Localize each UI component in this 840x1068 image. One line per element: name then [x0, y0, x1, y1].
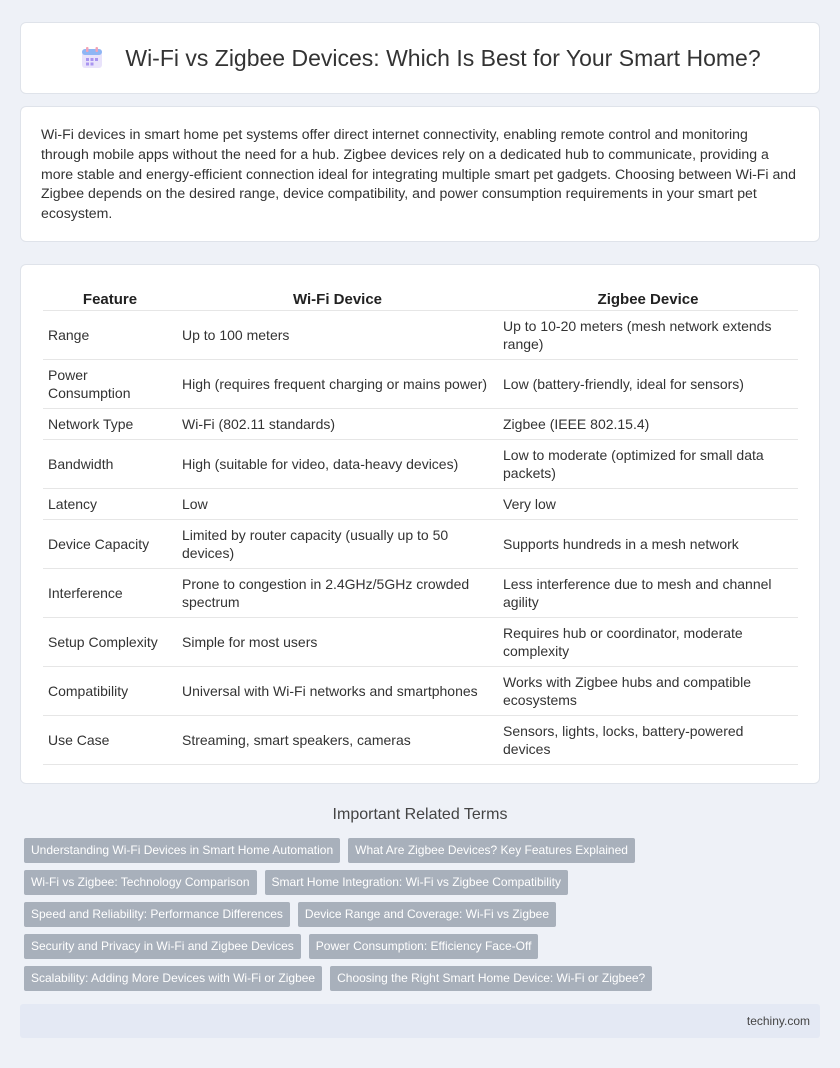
table-row	[43, 310, 798, 359]
header-zigbee: Zigbee Device	[498, 285, 798, 310]
table-row	[43, 408, 798, 439]
table-row	[43, 359, 798, 408]
table-cell: Low	[177, 488, 498, 519]
table-row	[43, 666, 798, 715]
table-cell: High (suitable for video, data-heavy devices)	[177, 439, 498, 488]
related-tag[interactable]: Scalability: Adding More Devices with Wi-Fi or Zigbee	[24, 966, 322, 991]
table-cell: Range	[43, 310, 177, 359]
table-cell: Sensors, lights, locks, battery-powered devices	[498, 715, 798, 764]
table-row	[43, 617, 798, 666]
comparison-table-card	[20, 264, 820, 784]
table-cell: Supports hundreds in a mesh network	[498, 519, 798, 568]
related-tag[interactable]: Understanding Wi-Fi Devices in Smart Home Automation	[24, 838, 340, 863]
table-cell: Network Type	[43, 408, 177, 439]
related-tag[interactable]: Security and Privacy in Wi-Fi and Zigbee Devices	[24, 934, 301, 959]
table-cell: Zigbee (IEEE 802.15.4)	[498, 408, 798, 439]
table-cell: Latency	[43, 488, 177, 519]
table-row	[43, 519, 798, 568]
table-row	[43, 439, 798, 488]
related-tag[interactable]: What Are Zigbee Devices? Key Features Explained	[348, 838, 635, 863]
calendar-icon	[79, 45, 105, 71]
footer	[20, 1004, 820, 1038]
table-cell: Low (battery-friendly, ideal for sensors)	[498, 359, 798, 408]
table-cell: Low to moderate (optimized for small data packets)	[498, 439, 798, 488]
table-cell: Setup Complexity	[43, 617, 177, 666]
table-cell: Requires hub or coordinator, moderate complexity	[498, 617, 798, 666]
related-terms-heading: Important Related Terms	[332, 806, 508, 823]
related-terms-tags	[24, 838, 824, 998]
related-tag[interactable]: Wi-Fi vs Zigbee: Technology Comparison	[24, 870, 257, 895]
table-cell: Universal with Wi-Fi networks and smartphones	[177, 666, 498, 715]
table-cell: Interference	[43, 568, 177, 617]
footer-site-link[interactable]: techiny.com	[746, 1014, 810, 1028]
table-cell: High (requires frequent charging or mains power)	[177, 359, 498, 408]
page-title: Wi-Fi vs Zigbee Devices: Which Is Best for Your Smart Home?	[125, 44, 761, 71]
table-cell: Streaming, smart speakers, cameras	[177, 715, 498, 764]
table-row	[43, 715, 798, 764]
related-tag[interactable]: Choosing the Right Smart Home Device: Wi-Fi or Zigbee?	[330, 966, 652, 991]
table-cell: Up to 10-20 meters (mesh network extends range)	[498, 310, 798, 359]
intro-paragraph: Wi-Fi devices in smart home pet systems offer direct internet connectivity, enabling remote control and monitoring through mobile apps without the need for a hub. Zigbee devices rely on a dedicated hub to communicate, providing a more stable and energy-efficient connection ideal for integrating multiple smart pet gadgets. Choosing between Wi-Fi and Zigbee depends on the desired range, device compatibility, and power consumption requirements in your smart pet ecosystem.	[41, 126, 796, 222]
table-cell: Simple for most users	[177, 617, 498, 666]
title-card	[20, 22, 820, 94]
header-feature: Feature	[43, 285, 177, 310]
related-tag[interactable]: Device Range and Coverage: Wi-Fi vs Zigbee	[298, 902, 556, 927]
table-header-row	[43, 285, 798, 310]
table-cell: Limited by router capacity (usually up to 50 devices)	[177, 519, 498, 568]
comparison-table	[43, 285, 798, 765]
related-tag[interactable]: Smart Home Integration: Wi-Fi vs Zigbee Compatibility	[265, 870, 568, 895]
table-cell: Less interference due to mesh and channel agility	[498, 568, 798, 617]
table-cell: Very low	[498, 488, 798, 519]
table-cell: Device Capacity	[43, 519, 177, 568]
related-tag[interactable]: Power Consumption: Efficiency Face-Off	[309, 934, 539, 959]
table-cell: Bandwidth	[43, 439, 177, 488]
header-wifi: Wi-Fi Device	[177, 285, 498, 310]
table-cell: Compatibility	[43, 666, 177, 715]
table-row	[43, 568, 798, 617]
table-cell: Power Consumption	[43, 359, 177, 408]
related-tag[interactable]: Speed and Reliability: Performance Differences	[24, 902, 290, 927]
table-cell: Prone to congestion in 2.4GHz/5GHz crowded spectrum	[177, 568, 498, 617]
table-row	[43, 488, 798, 519]
intro-card	[20, 106, 820, 242]
table-cell: Works with Zigbee hubs and compatible ecosystems	[498, 666, 798, 715]
table-cell: Up to 100 meters	[177, 310, 498, 359]
table-cell: Use Case	[43, 715, 177, 764]
table-cell: Wi-Fi (802.11 standards)	[177, 408, 498, 439]
